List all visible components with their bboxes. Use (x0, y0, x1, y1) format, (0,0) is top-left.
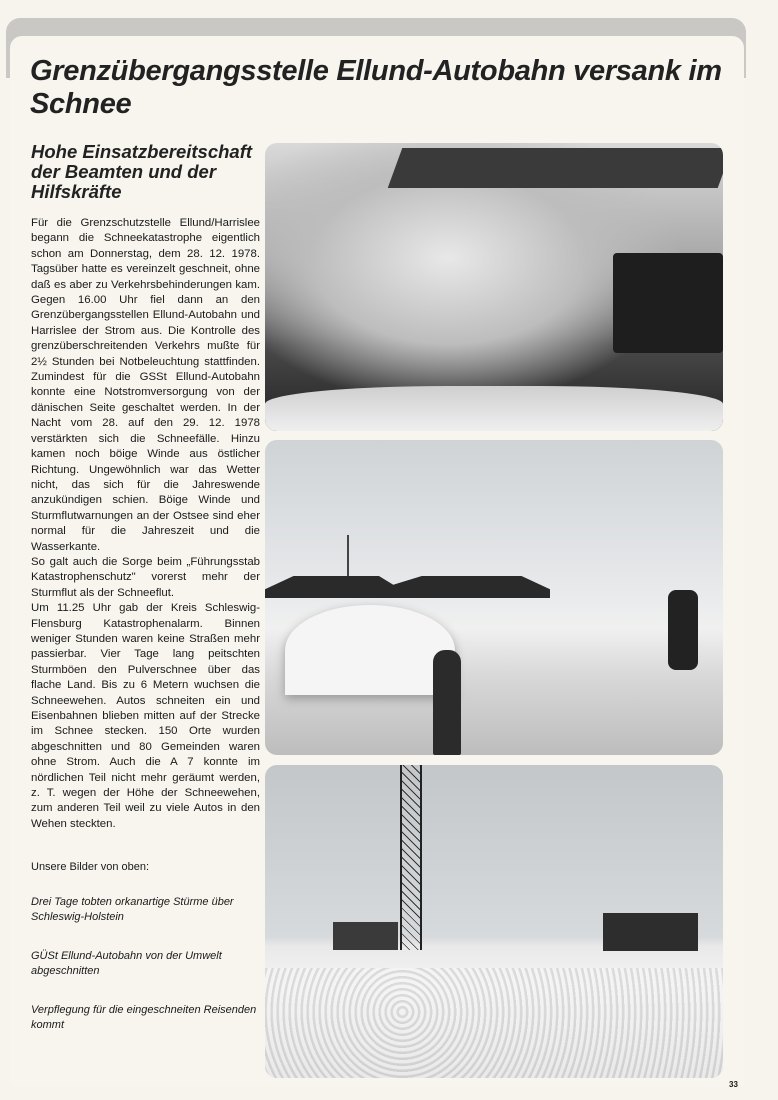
caption-3: Verpflegung für die eingeschneiten Reisenden kommt (31, 1003, 257, 1032)
snow-drift (265, 386, 723, 431)
text-column (31, 142, 260, 1057)
article-body (31, 216, 260, 832)
people (668, 590, 698, 670)
building (603, 913, 698, 951)
snow-field (265, 968, 723, 1078)
paragraph: Für die Grenzschutzstelle Ellund/Harrislee begann die Schneekatastrophe eigentlich schon am Donnerstag, dem 28. 12. 1978. Tagsüber hatte es vereinzelt geschneit, ohne daß es aber zu Verkehrsbehinderungen kam. Gegen 16.00 Uhr fiel dann an den Grenzübergangsstellen Ellund-Autobahn und Harrislee der Strom aus. Die Kontrolle des grenzüberschreitenden Verkehrs mußte für 2½ Stunden bei Notbeleuchtung stattfinden. Zumindest für die GSSt Ellund-Autobahn konnte eine Notstromversorgung von der dänischen Seite geschaltet werden. In der Nacht vom 28. auf den 29. 12. 1978 verstärkten sich die Schneefälle. Hinzu kamen noch böige Winde aus östlicher Richtung. Ungewöhnlich war das Wetter nicht, das sich für die Jahreswende anzukündigen schien. Böige Winde und Sturmflutwarnungen an der Ostsee sind eher normal für die Jahreszeit und die Wasserkante. (31, 217, 260, 553)
border-gate-canopy (265, 576, 550, 598)
photo-storm-building (265, 143, 723, 431)
photo-captions (31, 860, 260, 1034)
building-roof (388, 148, 723, 188)
truck (333, 922, 398, 950)
truck (613, 253, 723, 353)
caption-2: GÜSt Ellund-Autobahn von der Umwelt abgeschnitten (31, 949, 222, 978)
paragraph: Um 11.25 Uhr gab der Kreis Schleswig-Flensburg Katastrophenalarm. Binnen weniger Stunden waren keine Straßen mehr passierbar. Vier Tage lang peitschten Sturmböen den Pulverschnee über das flache Land. Bis zu 6 Metern wuchsen die Schneewehen. Autos schneiten ein und Eisenbahnen blieben mitten auf der Strecke im Schnee stecken. 150 Orte wurden abgeschnitten und 80 Gemeinden waren ohne Strom. Auch die A 7 konnte im nördlichen Teil nicht mehr geräumt werden, z. T. wegen der Höhe der Schneewehen, zum anderen Teil weil zu viele Autos in den Wehen steckten. (31, 602, 260, 830)
photographer-shadow (433, 650, 461, 755)
photo-border-crossing (265, 440, 723, 755)
page-number: 33 (729, 1080, 738, 1089)
photo-supplies-arriving (265, 765, 723, 1078)
captions-heading: Unsere Bilder von oben: (31, 861, 150, 874)
paragraph: So galt auch die Sorge beim „Führungsstab Katastrophenschutz" vorerst mehr der Sturmflut als der Schneeflut. (31, 555, 260, 599)
snow-mound (285, 605, 455, 695)
article-title: Grenzübergangsstelle Ellund-Autobahn versank im Schnee (30, 55, 722, 120)
article-subtitle: Hohe Einsatzbereitschaft der Beamten und der Hilfskräfte (31, 141, 253, 202)
caption-1: Drei Tage tobten orkanartige Stürme über Schleswig-Holstein (31, 895, 234, 924)
radio-tower (400, 765, 422, 950)
